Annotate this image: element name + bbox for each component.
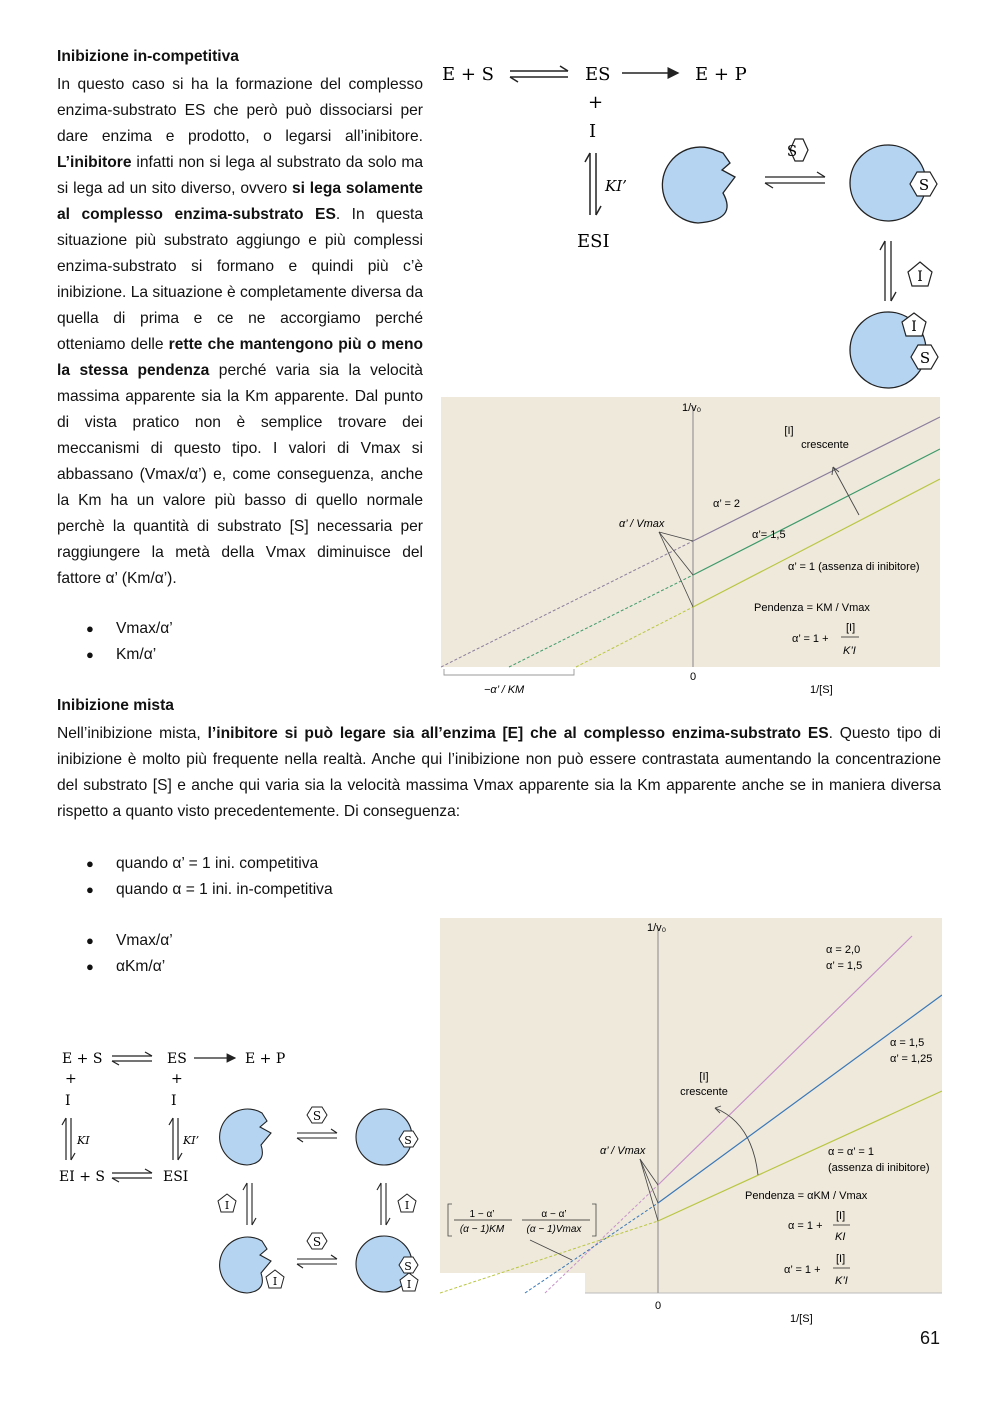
line-label: α = 1,5 [890, 1037, 925, 1049]
line-label: α’ = 1,25 [890, 1053, 933, 1065]
scheme-eq-es: E + S [442, 64, 494, 85]
bullet-item: ● Vmax/α’ [57, 616, 417, 642]
scheme-plus: + [588, 92, 604, 113]
y-intercept-label: α’ / Vmax [600, 1145, 646, 1157]
scheme-es: ES [585, 64, 611, 85]
scheme-i: I [65, 1093, 71, 1109]
line-label: α’ = 2 [713, 498, 741, 510]
scheme-eq-es: E + S [62, 1051, 103, 1067]
intersection-x-num: 1 − α’ [469, 1209, 495, 1220]
y-intercept-label: α’ / Vmax [619, 518, 665, 530]
increasing-inhibitor-label: crescente [801, 439, 849, 451]
page-number: 61 [920, 1328, 941, 1348]
scheme-ki: KI’ [605, 177, 627, 195]
scheme-ep: E + P [695, 64, 747, 85]
inhibitor-label: I [917, 269, 923, 285]
paragraph-text: . Questo tipo di inibizione è molto più frequente nella realtà. Anche qui l’inibizione non può essere contrastata aumentando la concentrazione del substrato [S] e anche qui varia sia la velocità massima Vmax apparente sia la Km apparente anche se in maniera diversa rispetto a quanto visto precedentemente. Di conseguenza: [57, 725, 941, 820]
scheme-ki2: KI’ [183, 1134, 200, 1147]
paragraph-bold: L’inibitore [57, 154, 132, 171]
inhibitor-label: I [404, 1199, 410, 1212]
scheme-i: I [589, 121, 597, 142]
inhibitor-label: I [406, 1278, 412, 1291]
scheme-esi: ESI [577, 231, 610, 252]
plot2-xlabel: 1/[S] [790, 1313, 813, 1325]
paragraph-bold: l’inibitore si può legare sia all’enzima [E] che al complesso enzima-substrato ES [207, 725, 829, 742]
plot1-ylabel: 1/v₀ [682, 402, 702, 414]
enzyme-inhibitor-shape [220, 1237, 271, 1293]
plot2-ylabel: 1/v₀ [647, 922, 667, 934]
bullet-item: ● quando α = 1 ini. in-competitiva [57, 877, 457, 903]
slope-label: Pendenza = αKM / Vmax [745, 1190, 868, 1202]
inhibitor-label: I [224, 1199, 230, 1212]
incompetitive-scheme [440, 55, 950, 400]
intersection-x-den: (α − 1)KM [459, 1224, 505, 1235]
intersection-y-den: (α − 1)Vmax [526, 1224, 582, 1235]
alpha-formula: α’ = 1 + [784, 1264, 821, 1276]
substrate-label: S [786, 142, 798, 160]
scheme-es: ES [167, 1051, 187, 1067]
alpha-formula-den: K’I [835, 1275, 848, 1287]
mixed-bullets-a [57, 851, 457, 903]
slope-label: Pendenza = KM / Vmax [754, 602, 870, 614]
paragraph-bold: rette che mantengono più o meno la stessa pendenza [57, 336, 423, 379]
alpha-formula: α = 1 + [788, 1220, 823, 1232]
substrate-label: S [918, 176, 930, 194]
substrate-label: S [919, 349, 931, 367]
substrate-label: S [312, 1109, 322, 1123]
increasing-inhibitor-label: [I] [784, 425, 794, 437]
scheme-eis: EI + S [59, 1169, 105, 1185]
scheme-ep: E + P [245, 1051, 286, 1067]
incompetitive-paragraph [57, 72, 423, 592]
section-title-mixed: Inibizione mista [57, 697, 174, 714]
uncompetitive-lineweaver-burk-plot [441, 397, 940, 700]
bullet-item: ● quando α’ = 1 ini. competitiva [57, 851, 457, 877]
paragraph-text: infatti non si lega al substrato da solo ma si lega ad un sito diverso, ovvero [57, 154, 423, 197]
substrate-label: S [312, 1235, 322, 1249]
substrate-label: S [404, 1260, 412, 1273]
plot1-xlabel: 1/[S] [810, 684, 833, 696]
alpha-formula-den: KI [835, 1231, 846, 1243]
paragraph-text: perché varia sia la velocità massima apparente sia la Km apparente. Dal punto di vista pratico non è semplice trovare dei meccanismi di questo tipo. I valori di Vmax si abbassano (Vmax/α’) e, come conseguenza, anche la Km ha un valore più basso di quello normale perchè la quantità di substrato [S] necessaria per raggiungere la metà della Vmax diminuisce del fattore α’ (Km/α’). [57, 362, 423, 587]
mixed-lineweaver-burk-plot [440, 918, 942, 1328]
line-label: α = 2,0 [826, 944, 861, 956]
mixed-scheme [57, 1045, 437, 1305]
alpha-formula-num: [I] [846, 622, 856, 634]
x-intercept-label: −α’ / KM [484, 684, 525, 696]
paragraph-text: Nell’inibizione mista, [57, 725, 208, 742]
scheme-plus: + [171, 1071, 183, 1087]
paragraph-text: . In questa situazione più substrato aggiungo e più complessi enzima-substrato si formano e quindi più c’è inibizione. La situazione è completamente diversa da quella di prima e ce ne accorgiamo perché otteniamo delle [57, 206, 423, 353]
inhibitor-label: I [911, 319, 917, 335]
enzyme-shape [220, 1109, 271, 1165]
mixed-paragraph [57, 721, 941, 825]
scheme-ki: KI [77, 1134, 90, 1147]
alpha-formula-num: [I] [836, 1210, 846, 1222]
intersection-y-num: α − α’ [541, 1209, 567, 1220]
increasing-inhibitor-label: [I] [699, 1071, 709, 1083]
line-label: α’= 1,5 [752, 529, 786, 541]
line-label: α’ = 1 (assenza di inibitore) [788, 561, 920, 573]
scheme-plus: + [65, 1071, 77, 1087]
line-label: (assenza di inibitore) [828, 1162, 930, 1174]
paragraph-bold: si lega solamente al complesso enzima-substrato ES [57, 180, 423, 223]
bullet-item: ● Km/α’ [57, 642, 417, 668]
section-title-incompetitive: Inibizione in-competitiva [57, 48, 239, 65]
incompetitive-bullets [57, 616, 417, 668]
plot1-origin: 0 [690, 671, 697, 683]
line-label: α’ = 1,5 [826, 960, 863, 972]
bullet-item: ● Vmax/α’ [57, 928, 417, 954]
enzyme-shape [662, 147, 735, 223]
plot2-origin: 0 [655, 1300, 662, 1312]
alpha-formula: α’ = 1 + [792, 633, 829, 645]
bullet-item: ● αKm/α’ [57, 954, 417, 980]
mixed-bullets-b [57, 928, 417, 980]
scheme-esi: ESI [163, 1169, 189, 1185]
paragraph-text: In questo caso si ha la formazione del complesso enzima-substrato ES che però può dissociarsi per dare enzima e prodotto, o legarsi all’inibitore. [57, 76, 423, 145]
scheme-i: I [171, 1093, 177, 1109]
alpha-formula-num: [I] [836, 1253, 846, 1265]
increasing-inhibitor-label: crescente [680, 1086, 728, 1098]
alpha-formula-den: K’I [843, 645, 856, 657]
substrate-label: S [404, 1134, 412, 1147]
line-label: α = α’ = 1 [828, 1146, 874, 1158]
inhibitor-label: I [272, 1275, 278, 1288]
